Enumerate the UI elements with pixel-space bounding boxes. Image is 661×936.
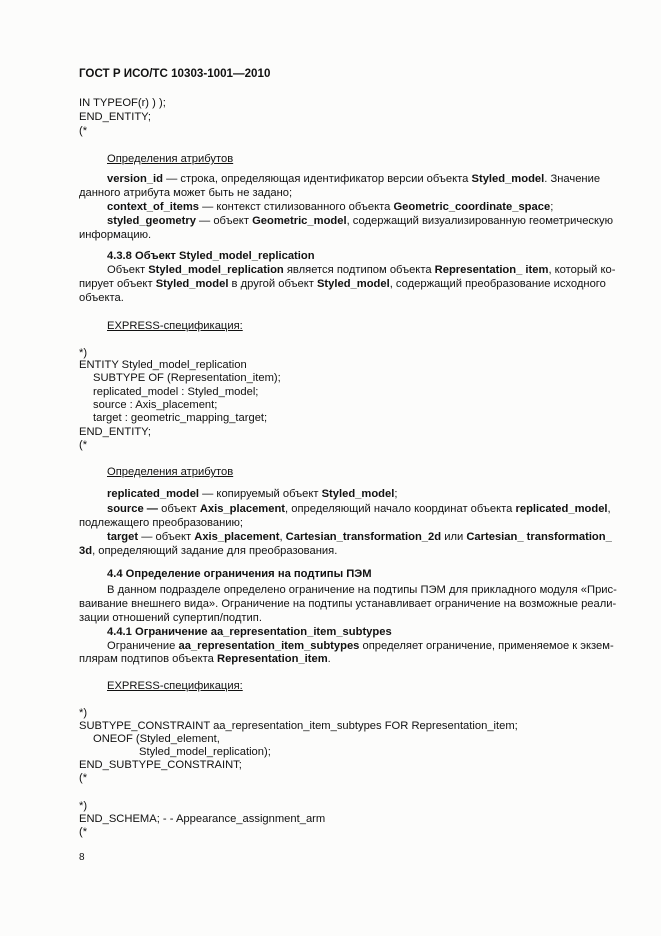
paragraph-line: В данном подразделе определено ограничение на подтипы ПЭМ для прикладного модуля «Прис- bbox=[107, 584, 617, 596]
attr-context-of-items bbox=[107, 201, 553, 214]
code-line: END_ENTITY; bbox=[79, 111, 152, 123]
text: определяет ограничение, применяемое к экзем- bbox=[359, 640, 614, 652]
code-line: SUBTYPE_CONSTRAINT aa_representation_item_subtypes FOR Representation_item; bbox=[79, 720, 518, 732]
attr-object: Styled_model bbox=[471, 173, 545, 185]
attr-object: Geometric_model bbox=[252, 215, 347, 227]
attr-text: . Значение bbox=[544, 173, 601, 185]
paragraph-line: зации отношений супертип/подтип. bbox=[79, 612, 262, 624]
attr-text: — копируемый объект bbox=[199, 488, 322, 500]
code-line: *) bbox=[79, 347, 88, 359]
attr-text: — объект bbox=[195, 215, 253, 227]
attr-term: version_id bbox=[107, 173, 163, 185]
attr-text: , bbox=[607, 503, 611, 515]
object-name: Representation_item bbox=[216, 653, 328, 665]
express-spec-heading: EXPRESS-спецификация: bbox=[107, 680, 243, 692]
attr-target bbox=[107, 531, 612, 544]
text: Ограничение bbox=[107, 640, 179, 652]
text: плярам подтипов объекта bbox=[79, 653, 217, 665]
paragraph-line: объекта. bbox=[79, 292, 124, 304]
document-header: ГОСТ Р ИСО/ТС 10303-1001—2010 bbox=[79, 67, 271, 80]
code-line: SUBTYPE OF (Representation_item); bbox=[93, 372, 281, 384]
attr-continuation: информацию. bbox=[79, 229, 152, 241]
attr-term: replicated_model bbox=[107, 488, 200, 500]
attr-continuation: подлежащего преобразованию; bbox=[79, 517, 243, 529]
attr-object: replicated_model bbox=[515, 503, 608, 515]
attr-object: Geometric_coordinate_space bbox=[393, 201, 551, 213]
attr-term: styled_geometry bbox=[107, 215, 196, 227]
attr-object: Cartesian_ transformation_ bbox=[466, 531, 612, 543]
code-line: ENTITY Styled_model_replication bbox=[79, 359, 247, 371]
section-heading-4-3-8: 4.3.8 Объект Styled_model_replication bbox=[107, 250, 315, 262]
attr-text: ; bbox=[394, 488, 398, 500]
text: Объект bbox=[107, 264, 149, 276]
text: , содержащий преобразование исходного bbox=[389, 278, 606, 290]
code-line: replicated_model : Styled_model; bbox=[93, 386, 259, 398]
text: является подтипом объекта bbox=[283, 264, 435, 276]
paragraph-line bbox=[107, 640, 614, 653]
attr-styled-geometry bbox=[107, 215, 613, 228]
text: . bbox=[327, 653, 331, 665]
attr-object: Axis_placement bbox=[199, 503, 286, 515]
attr-text: объект bbox=[161, 503, 200, 515]
attr-text: — строка, определяющая идентификатор версии объекта bbox=[162, 173, 472, 185]
attributes-heading: Определения атрибутов bbox=[107, 466, 234, 478]
attr-text: или bbox=[441, 531, 467, 543]
code-line: END_SUBTYPE_CONSTRAINT; bbox=[79, 759, 242, 771]
code-line: IN TYPEOF(r) ) ); bbox=[79, 97, 166, 109]
attr-object: Axis_placement bbox=[194, 531, 280, 543]
object-name: aa_representation_item_subtypes bbox=[178, 640, 360, 652]
code-line: (* bbox=[79, 125, 88, 137]
text: в другой объект bbox=[228, 278, 317, 290]
code-line: END_ENTITY; bbox=[79, 426, 152, 438]
attr-object: 3d bbox=[79, 545, 93, 557]
attr-text: — контекст стилизованного объекта bbox=[199, 201, 394, 213]
attr-text: ; bbox=[550, 201, 554, 213]
paragraph-line bbox=[79, 653, 331, 666]
section-heading-4-4: 4.4 Определение ограничения на подтипы ПЭМ bbox=[107, 568, 372, 580]
attributes-heading: Определения атрибутов bbox=[107, 153, 234, 165]
attr-continuation bbox=[79, 545, 337, 558]
code-line: target : geometric_mapping_target; bbox=[93, 412, 268, 424]
attr-text: , определяющий начало координат объекта bbox=[285, 503, 516, 515]
code-line: (* bbox=[79, 826, 88, 838]
attr-source bbox=[107, 503, 611, 516]
paragraph-line bbox=[107, 264, 615, 277]
paragraph-line bbox=[79, 278, 606, 291]
page-number: 8 bbox=[79, 852, 85, 863]
paragraph-line: ваивание внешнего вида». Ограничение на подтипы устанавливает ограничение на возможные реали- bbox=[79, 598, 617, 610]
attr-term: source — bbox=[107, 503, 162, 515]
object-name: Styled_model bbox=[155, 278, 229, 290]
attr-object: Cartesian_transformation_2d bbox=[285, 531, 442, 543]
section-heading-4-4-1: 4.4.1 Ограничение aa_representation_item_subtypes bbox=[107, 626, 392, 638]
code-line: (* bbox=[79, 439, 88, 451]
attr-replicated-model bbox=[107, 488, 397, 501]
object-name: Representation_ item bbox=[434, 264, 549, 276]
code-line: END_SCHEMA; - - Appearance_assignment_arm bbox=[79, 813, 326, 825]
attr-text: , bbox=[279, 531, 286, 543]
attr-term: context_of_items bbox=[107, 201, 200, 213]
attr-text: , содержащий визуализированную геометрическую bbox=[346, 215, 614, 227]
text: пирует объект bbox=[79, 278, 156, 290]
code-line: *) bbox=[79, 800, 88, 812]
express-spec-heading: EXPRESS-спецификация: bbox=[107, 320, 243, 332]
code-line: (* bbox=[79, 772, 88, 784]
code-line: source : Axis_placement; bbox=[93, 399, 218, 411]
attr-continuation: данного атрибута может быть не задано; bbox=[79, 187, 293, 199]
attr-text: , определяющий задание для преобразования. bbox=[92, 545, 338, 557]
object-name: Styled_model_replication bbox=[148, 264, 284, 276]
code-line: Styled_model_replication); bbox=[139, 746, 271, 758]
text: , который ко- bbox=[548, 264, 616, 276]
attr-text: — объект bbox=[138, 531, 195, 543]
object-name: Styled_model bbox=[316, 278, 390, 290]
attr-term: target bbox=[107, 531, 139, 543]
attr-object: Styled_model bbox=[321, 488, 395, 500]
attr-version-id bbox=[107, 173, 600, 186]
code-line: ONEOF (Styled_element, bbox=[93, 733, 220, 745]
code-line: *) bbox=[79, 707, 88, 719]
